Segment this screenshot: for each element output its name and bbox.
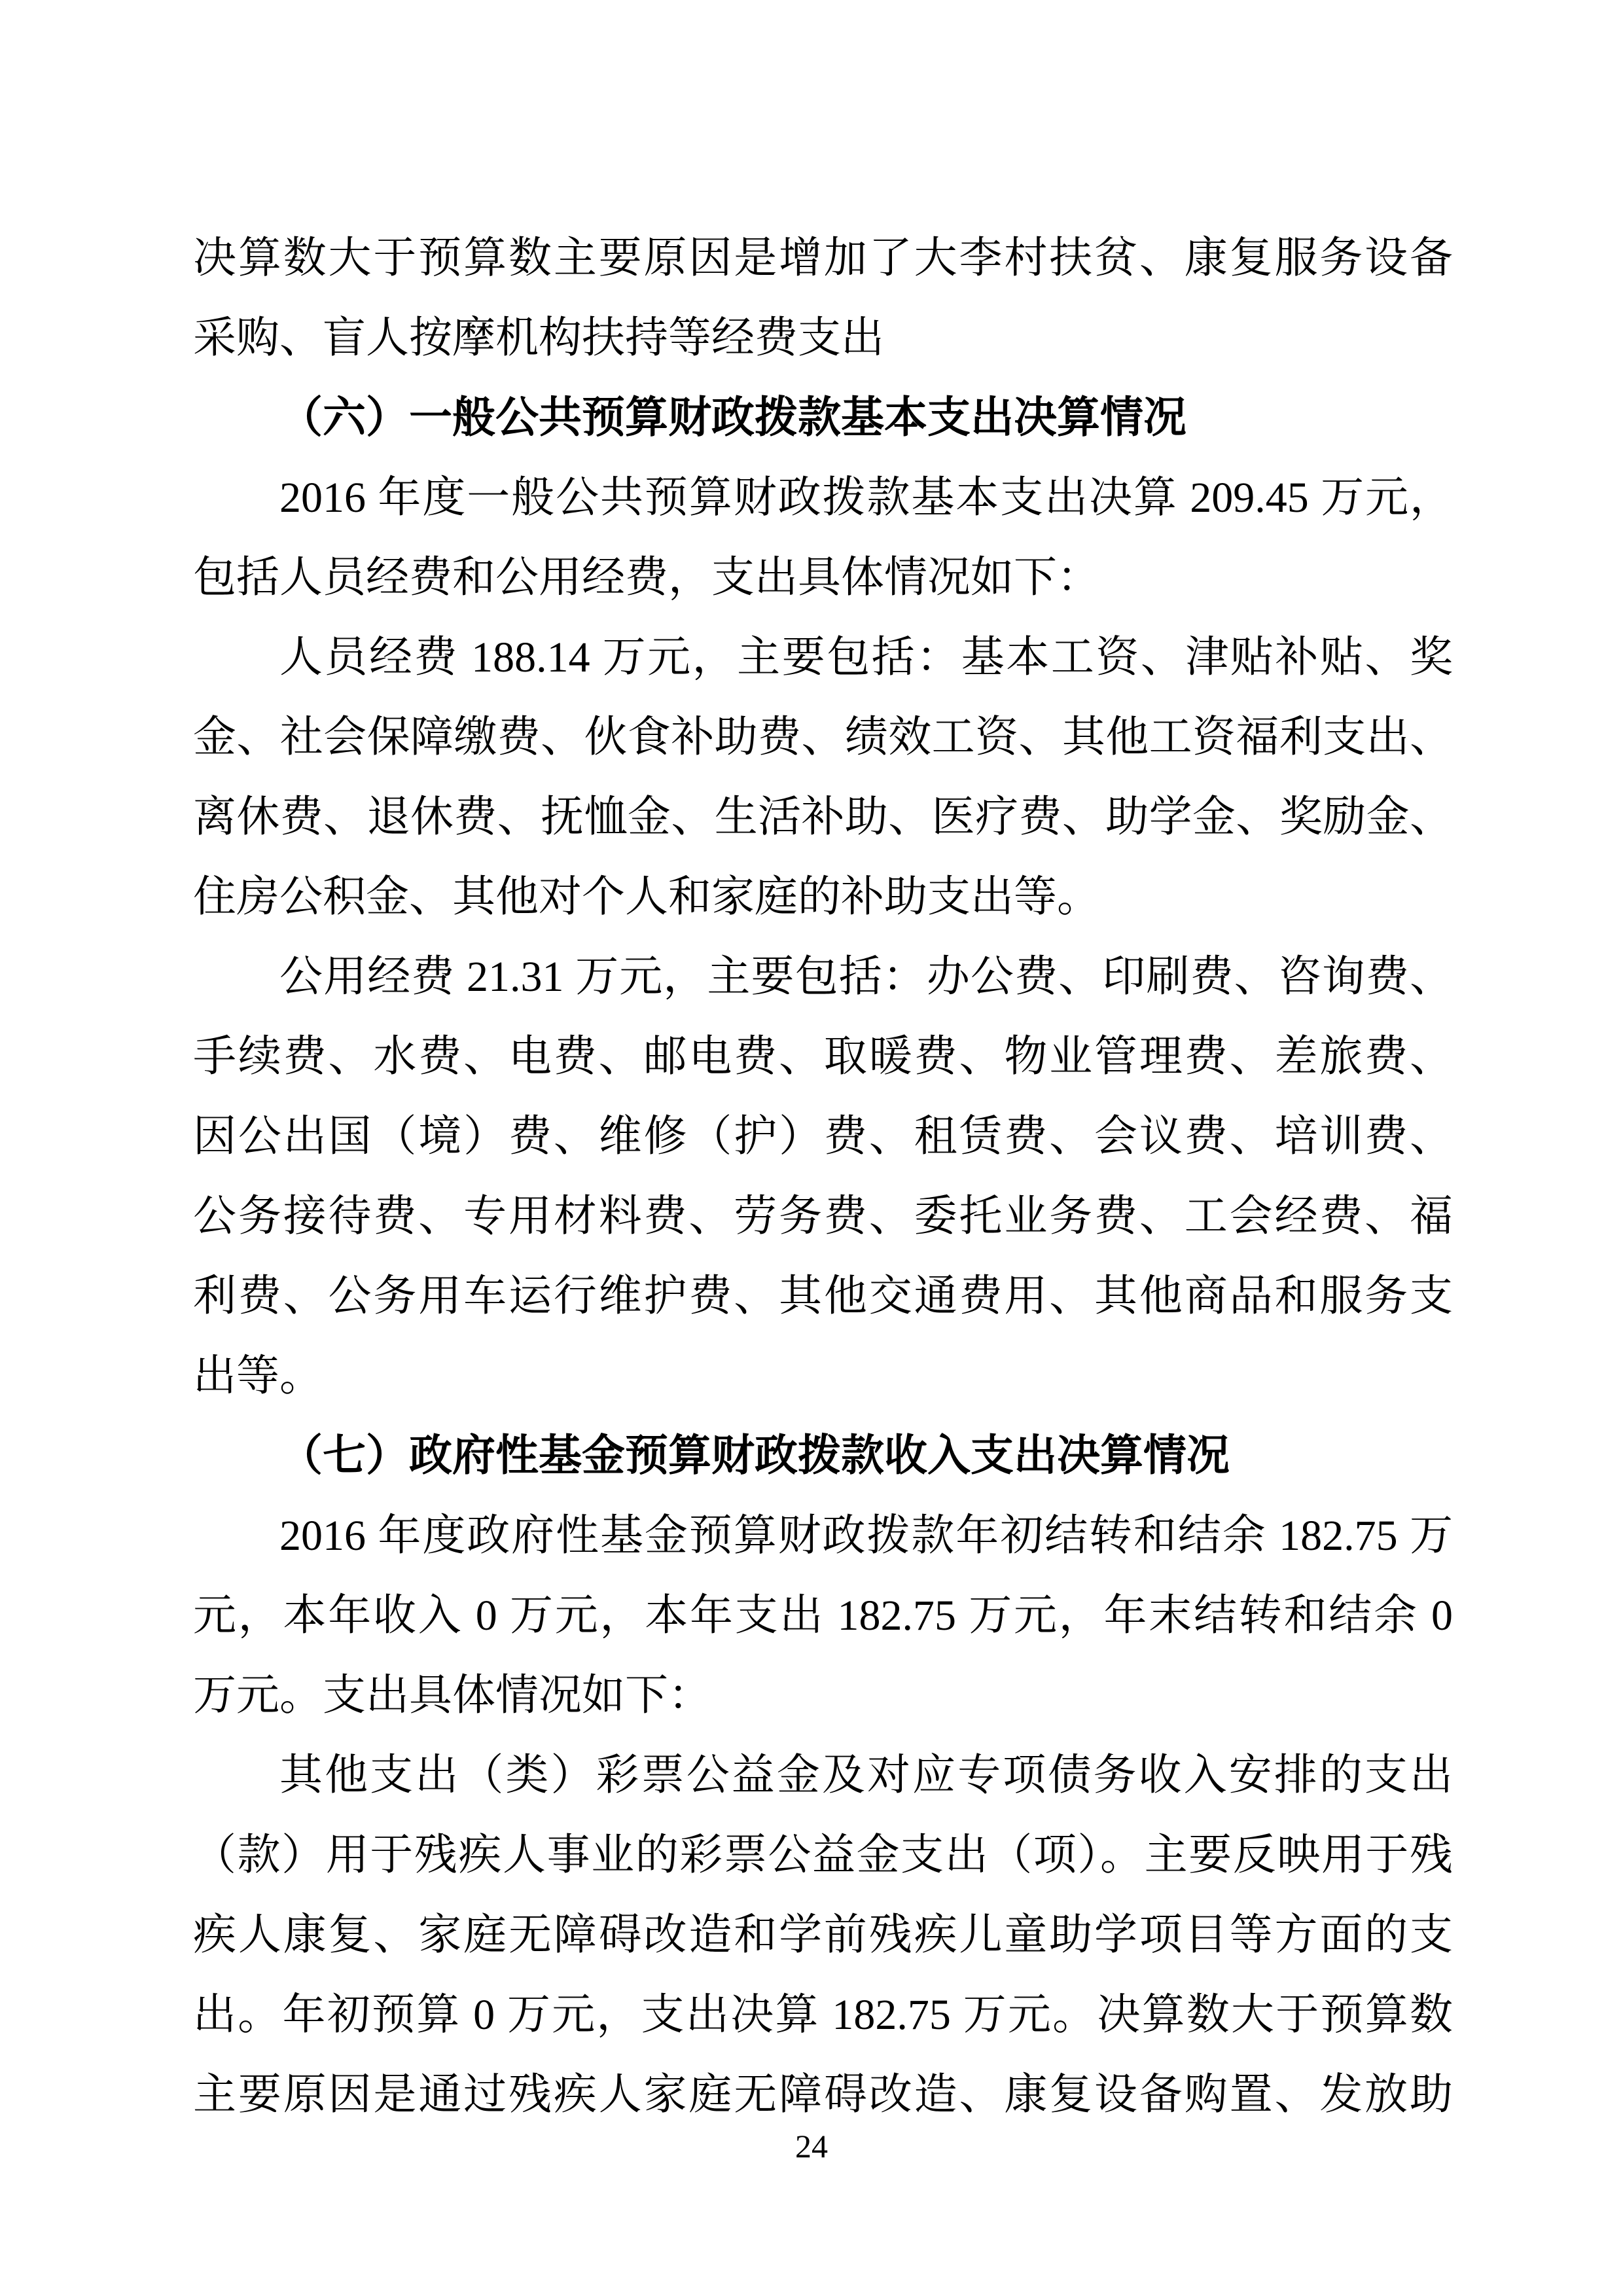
text-line: 采购、盲人按摩机构扶持等经费支出 xyxy=(193,314,884,362)
block-paragraph xyxy=(193,1496,1453,1736)
section-heading: （六）一般公共预算财政拨款基本支出决算情况 xyxy=(279,394,1186,442)
block-heading xyxy=(193,1416,1453,1496)
text-line: 2016 年度政府性基金预算财政拨款年初结转和结余 182.75 万 xyxy=(279,1512,1453,1560)
text-line: （款）用于残疾人事业的彩票公益金支出（项）。主要反映用于残 xyxy=(193,1831,1453,1879)
block-paragraph xyxy=(193,458,1453,618)
text-line: 利费、公务用车运行维护费、其他交通费用、其他商品和服务支 xyxy=(193,1272,1453,1320)
text-line: 决算数大于预算数主要原因是增加了大李村扶贫、康复服务设备 xyxy=(193,234,1453,282)
text-line: 包括人员经费和公用经费，支出具体情况如下： xyxy=(193,554,1100,601)
text-line: 住房公积金、其他对个人和家庭的补助支出等。 xyxy=(193,873,1100,921)
page-number: 24 xyxy=(795,2128,828,2164)
text-line: 主要原因是通过残疾人家庭无障碍改造、康复设备购置、发放助 xyxy=(193,2071,1453,2119)
text-line: 公用经费 21.31 万元，主要包括：办公费、印刷费、咨询费、 xyxy=(279,953,1453,1001)
text-line: 因公出国（境）费、维修（护）费、租赁费、会议费、培训费、 xyxy=(193,1113,1453,1160)
text-line: 出等。 xyxy=(193,1352,323,1400)
text-line: 疾人康复、家庭无障碍改造和学前残疾儿童助学项目等方面的支 xyxy=(193,1911,1453,1959)
text-line: 万元。支出具体情况如下： xyxy=(193,1672,711,1719)
block-continuation xyxy=(193,219,1453,378)
block-heading xyxy=(193,378,1453,458)
text-line: 金、社会保障缴费、伙食补助费、绩效工资、其他工资福利支出、 xyxy=(193,713,1453,761)
text-line: 公务接待费、专用材料费、劳务费、委托业务费、工会经费、福 xyxy=(193,1193,1453,1240)
text-line: 出。年初预算 0 万元，支出决算 182.75 万元。决算数大于预算数 xyxy=(193,1991,1453,2039)
section-heading: （七）政府性基金预算财政拨款收入支出决算情况 xyxy=(279,1432,1230,1480)
block-paragraph xyxy=(193,1736,1453,2135)
text-line: 2016 年度一般公共预算财政拨款基本支出决算 209.45 万元， xyxy=(279,474,1453,522)
document-content xyxy=(193,219,1453,2135)
block-paragraph xyxy=(193,618,1453,937)
text-line: 人员经费 188.14 万元，主要包括：基本工资、津贴补贴、奖 xyxy=(279,634,1453,681)
page-footer xyxy=(0,2126,1623,2166)
text-line: 离休费、退休费、抚恤金、生活补助、医疗费、助学金、奖励金、 xyxy=(193,793,1453,841)
text-line: 手续费、水费、电费、邮电费、取暖费、物业管理费、差旅费、 xyxy=(193,1033,1453,1081)
text-line: 元，本年收入 0 万元，本年支出 182.75 万元，年末结转和结余 0 xyxy=(193,1592,1453,1640)
block-paragraph xyxy=(193,937,1453,1416)
text-line: 其他支出（类）彩票公益金及对应专项债务收入安排的支出 xyxy=(279,1751,1453,1799)
